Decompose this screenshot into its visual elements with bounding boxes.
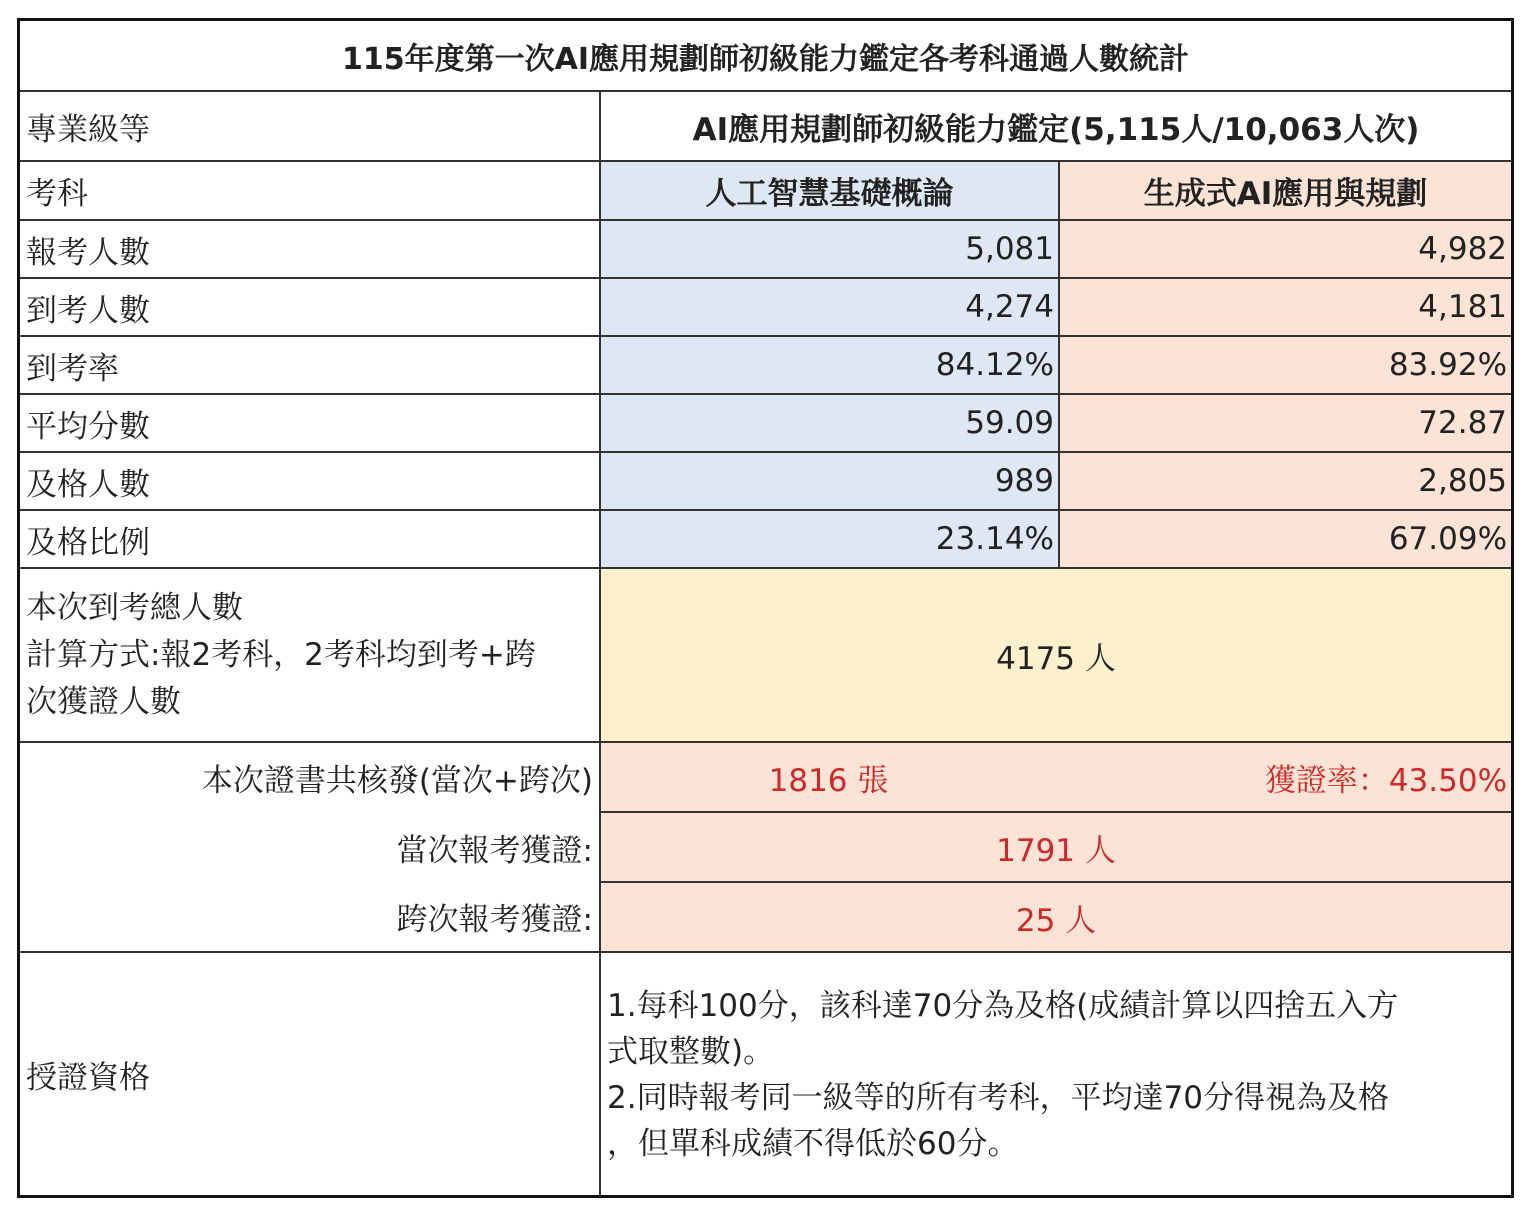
certificate-rate: 獲證率：43.50% — [1264, 762, 1508, 799]
total-attend-label-line1: 本次到考總人數 — [26, 589, 243, 626]
total-attend-row — [20, 568, 1511, 742]
level-value: AI應用規劃師初級能力鑑定(5,115人/10,063人次) — [600, 91, 1511, 161]
stat-value-subject-2: 83.92% — [1059, 336, 1511, 394]
level-label: 專業級等 — [20, 91, 600, 161]
same-session-row — [20, 812, 1511, 882]
title-row — [20, 21, 1511, 91]
stat-row-passed — [20, 452, 1511, 510]
certificate-count: 1816 張 — [768, 762, 889, 799]
stat-value-subject-1: 5,081 — [600, 220, 1059, 278]
certificate-label: 本次證書共核發(當次+跨次) — [20, 742, 600, 812]
qualification-note-2-line2: ，但單科成績不得低於60分。 — [607, 1125, 1019, 1162]
stat-value-subject-2: 2,805 — [1059, 452, 1511, 510]
cross-session-row — [20, 882, 1511, 952]
qualification-note-1-line1: 1.每科100分，該科達70分為及格(成績計算以四捨五入方 — [607, 987, 1399, 1024]
stat-row-attended — [20, 278, 1511, 336]
table-title: 115年度第一次AI應用規劃師初級能力鑑定各考科通過人數統計 — [20, 21, 1511, 91]
subject-2-header: 生成式AI應用與規劃 — [1059, 161, 1511, 220]
stat-label: 到考人數 — [20, 278, 600, 336]
stat-value-subject-2: 4,181 — [1059, 278, 1511, 336]
stat-value-subject-2: 72.87 — [1059, 394, 1511, 452]
stat-label: 及格比例 — [20, 510, 600, 568]
qualification-note-2-line1: 2.同時報考同一級等的所有考科，平均達70分得視為及格 — [607, 1079, 1390, 1116]
stat-value-subject-1: 989 — [600, 452, 1059, 510]
stats-table-sheet — [17, 18, 1514, 1198]
total-attend-label-line3: 次獲證人數 — [26, 683, 181, 720]
stat-label: 報考人數 — [20, 220, 600, 278]
qualification-row — [20, 952, 1511, 1196]
cross-session-label: 跨次報考獲證: — [20, 882, 600, 952]
level-row — [20, 91, 1511, 161]
qualification-label: 授證資格 — [20, 952, 600, 1196]
stat-value-subject-1: 59.09 — [600, 394, 1059, 452]
stat-value-subject-1: 84.12% — [600, 336, 1059, 394]
qualification-note-1-line2: 式取整數)。 — [607, 1033, 775, 1070]
stats-table — [20, 21, 1511, 1196]
subject-row — [20, 161, 1511, 220]
same-session-value: 1791 人 — [600, 812, 1511, 882]
certificate-row — [20, 742, 1511, 812]
total-attend-label — [20, 568, 600, 742]
stat-value-subject-1: 4,274 — [600, 278, 1059, 336]
stat-label: 及格人數 — [20, 452, 600, 510]
subject-1-header: 人工智慧基礎概論 — [600, 161, 1059, 220]
total-attend-label-line2: 計算方式:報2考科，2考科均到考+跨 — [26, 636, 536, 673]
stat-row-attendance-rate — [20, 336, 1511, 394]
stat-label: 到考率 — [20, 336, 600, 394]
stat-value-subject-1: 23.14% — [600, 510, 1059, 568]
stat-value-subject-2: 4,982 — [1059, 220, 1511, 278]
stat-row-average-score — [20, 394, 1511, 452]
cross-session-value: 25 人 — [600, 882, 1511, 952]
total-attend-value: 4175 人 — [600, 568, 1511, 742]
certificate-value-cell — [600, 742, 1511, 812]
stat-row-registered — [20, 220, 1511, 278]
stat-row-pass-rate — [20, 510, 1511, 568]
same-session-label: 當次報考獲證: — [20, 812, 600, 882]
subject-label: 考科 — [20, 161, 600, 220]
stat-label: 平均分數 — [20, 394, 600, 452]
stat-value-subject-2: 67.09% — [1059, 510, 1511, 568]
qualification-notes — [600, 952, 1511, 1196]
